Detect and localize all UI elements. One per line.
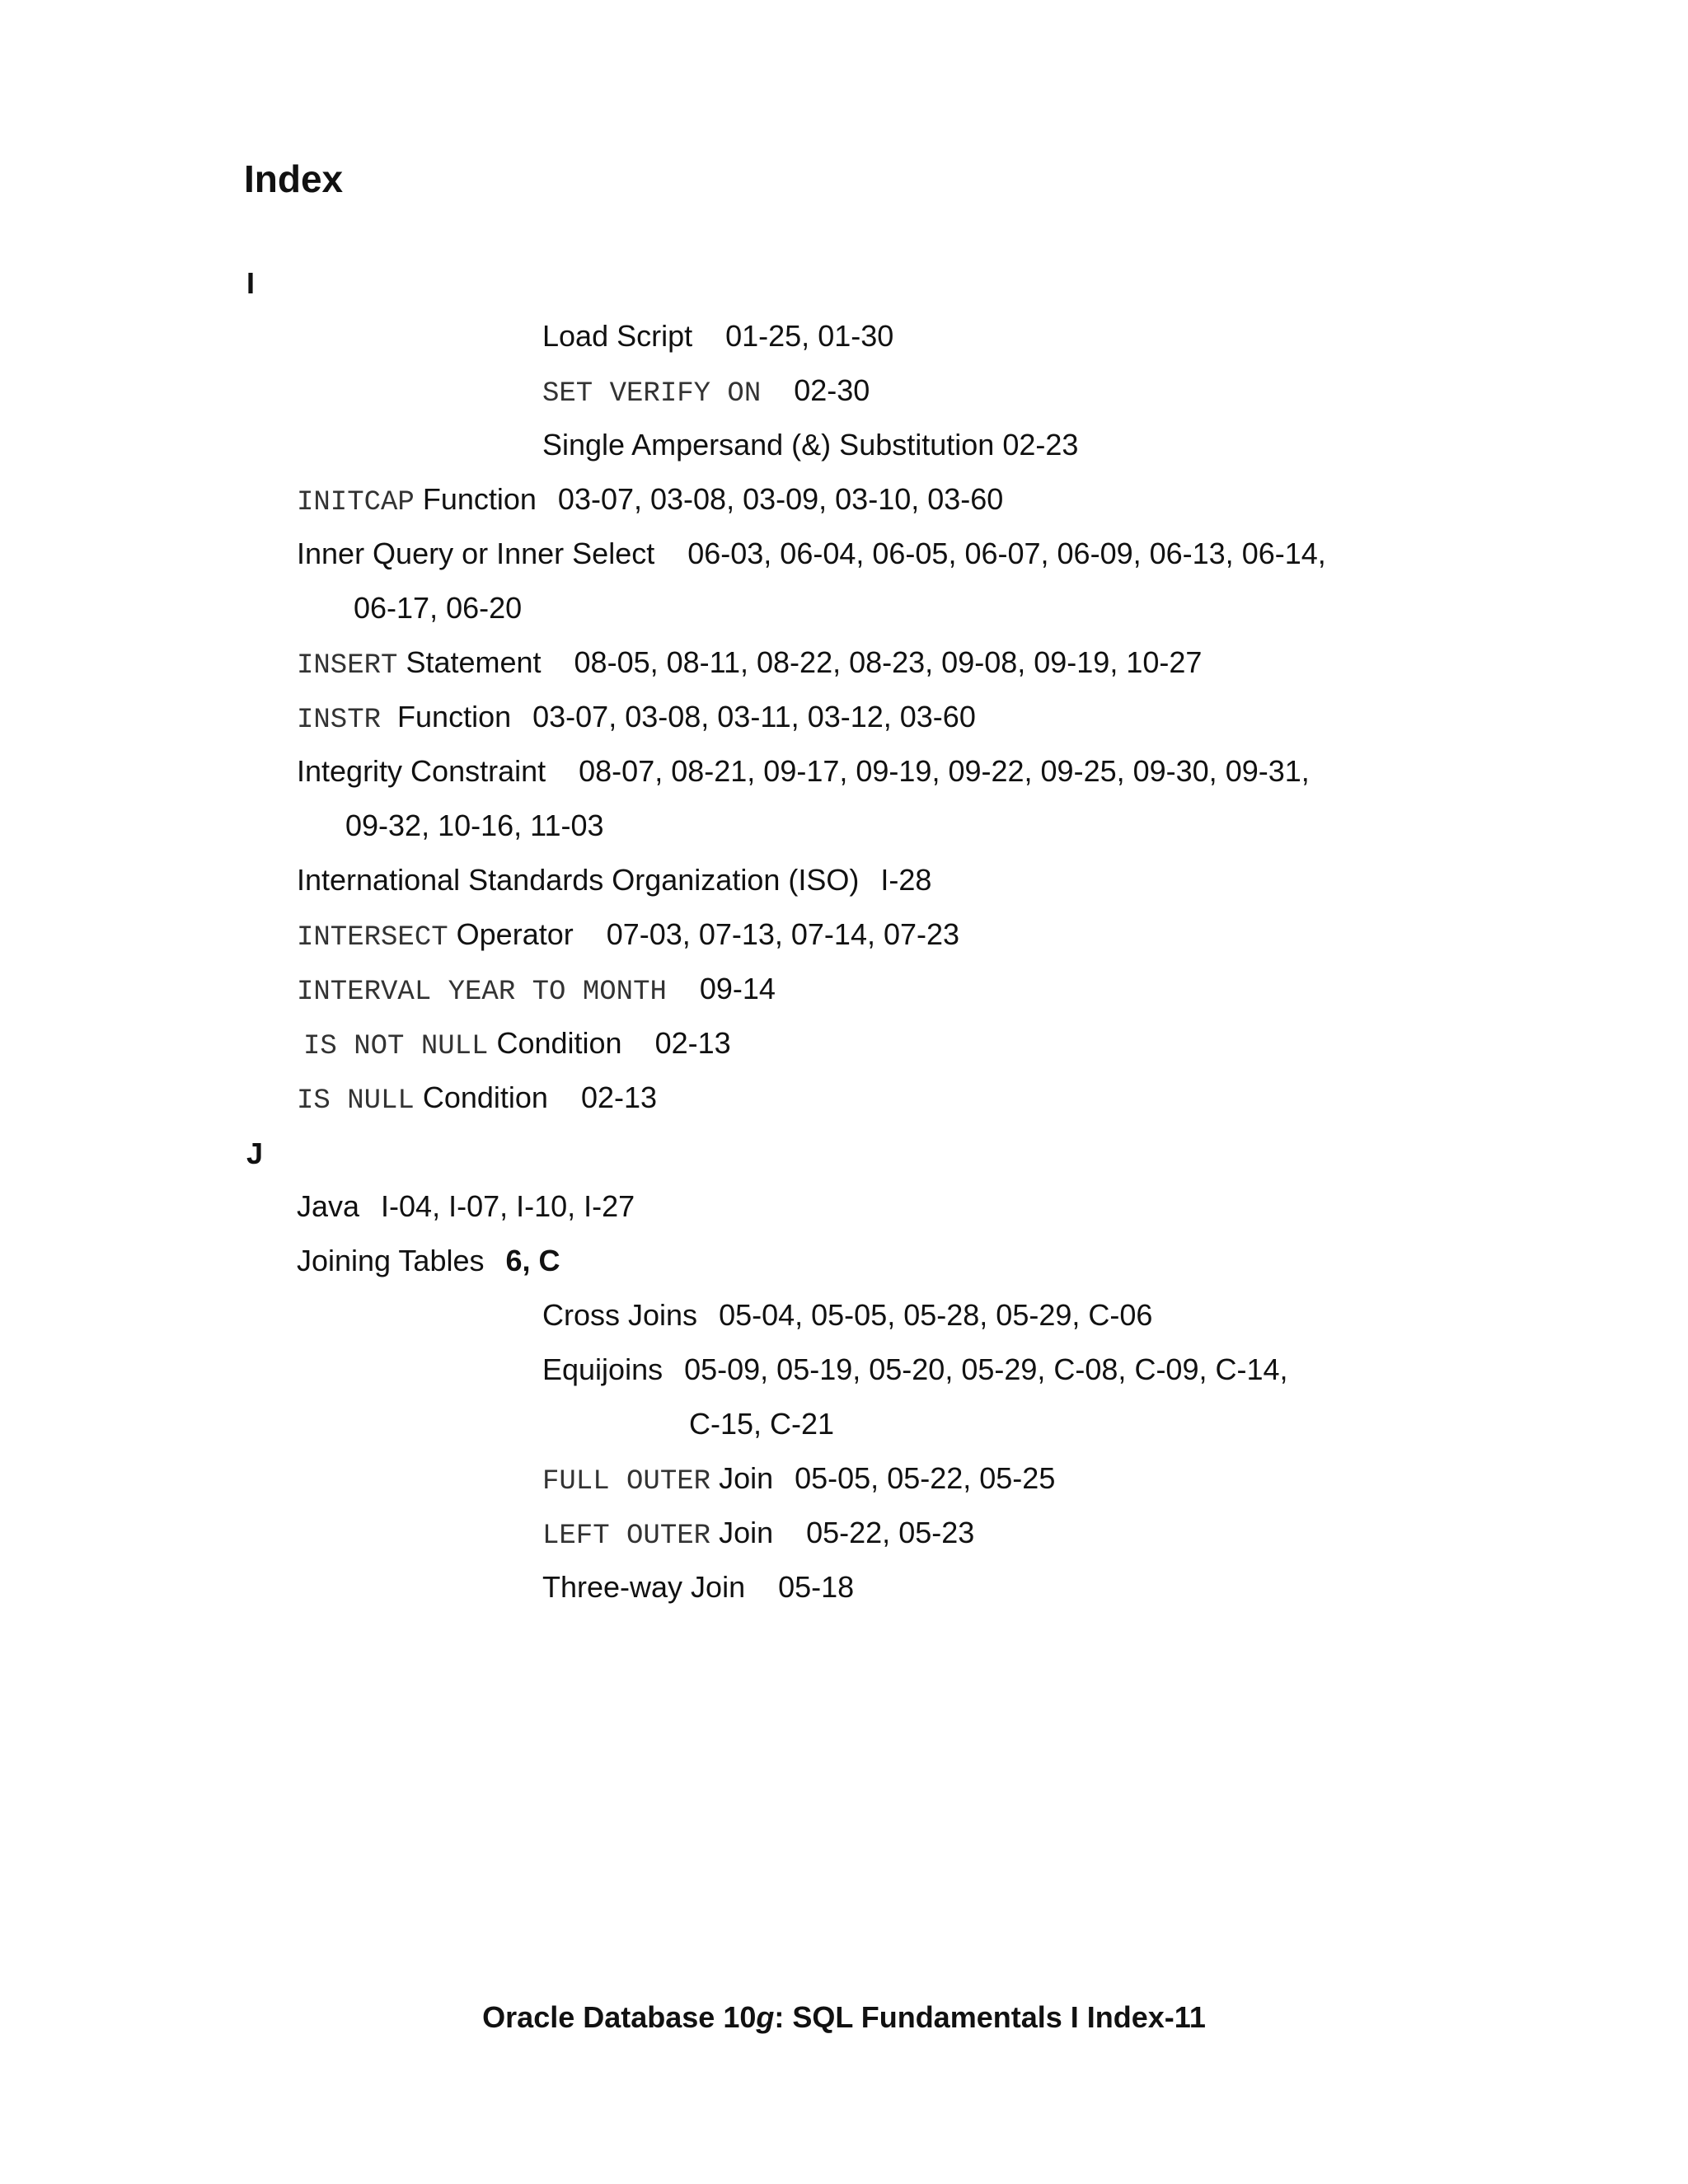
- index-entry-java: [297, 1189, 635, 1223]
- index-entry-insert: [297, 645, 1203, 682]
- index-entry-equijoins-continued: [689, 1409, 834, 1439]
- entry-code: IS NOT NULL: [303, 1031, 489, 1062]
- entry-term: Java: [297, 1189, 360, 1223]
- entry-pages: 08-05, 08-11, 08-22, 08-23, 09-08, 09-19, 10-27: [574, 645, 1203, 679]
- entry-pages: C-15, C-21: [689, 1407, 835, 1441]
- entry-code: INITCAP: [297, 487, 415, 518]
- entry-pages: I-04, I-07, I-10, I-27: [381, 1189, 635, 1223]
- index-entry-load-script: [542, 321, 893, 351]
- entry-code: SET VERIFY ON: [542, 378, 762, 410]
- entry-term: Joining Tables: [297, 1244, 485, 1277]
- footer-suffix: : SQL Fundamentals I Index-11: [774, 2000, 1206, 2034]
- index-entry-single-ampersand: [542, 430, 1078, 460]
- index-title: Index: [244, 157, 344, 200]
- index-entry-intersect: [297, 917, 960, 954]
- entry-pages: 6, C: [505, 1244, 560, 1277]
- entry-pages: I-28: [880, 863, 932, 897]
- index-entry-inner-query: [297, 539, 1326, 569]
- entry-pages: 06-17, 06-20: [354, 591, 523, 625]
- section-letter-j: J: [246, 1137, 264, 1170]
- index-entry-instr: [297, 702, 976, 734]
- index-entry-integrity-constraint: [297, 754, 1310, 788]
- index-entry-full-outer-join: [542, 1461, 1056, 1497]
- entry-term: Condition: [496, 1026, 622, 1060]
- entry-term: Join: [719, 1516, 774, 1549]
- entry-pages: 02-23: [1002, 428, 1079, 462]
- entry-pages: 08-07, 08-21, 09-17, 09-19, 09-22, 09-25, 09-30, 09-31,: [579, 754, 1310, 788]
- index-entry-left-outer-join: [542, 1518, 974, 1550]
- index-entry-joining-tables: [297, 1246, 560, 1276]
- index-entry-interval: [297, 974, 776, 1006]
- entry-pages: 03-07, 03-08, 03-09, 03-10, 03-60: [557, 482, 1004, 516]
- entry-pages: 09-14: [699, 972, 776, 1005]
- entry-term: Condition: [422, 1080, 548, 1114]
- entry-code: INSERT: [297, 650, 398, 682]
- entry-pages: 05-22, 05-23: [806, 1516, 975, 1549]
- entry-pages: 09-32, 10-16, 11-03: [345, 808, 604, 842]
- entry-term: Function: [397, 700, 512, 733]
- entry-term: International Standards Organization (ISO): [297, 863, 860, 897]
- index-entry-equijoins: [542, 1352, 1288, 1386]
- entry-pages: 05-04, 05-05, 05-28, 05-29, C-06: [719, 1298, 1153, 1332]
- entry-code: INSTR: [297, 705, 382, 736]
- index-entry-set-verify-on: [542, 373, 870, 410]
- entry-pages: 05-05, 05-22, 05-25: [795, 1461, 1056, 1495]
- page-footer: [0, 2000, 1688, 2034]
- index-entry-inner-query-continued: [354, 593, 522, 623]
- index-entry-cross-joins: [542, 1298, 1153, 1332]
- entry-pages: 05-18: [778, 1570, 855, 1604]
- entry-pages: 02-13: [580, 1080, 658, 1114]
- entry-code: INTERSECT: [297, 922, 448, 954]
- entry-term: Operator: [456, 917, 574, 951]
- entry-pages: 06-03, 06-04, 06-05, 06-07, 06-09, 06-13, 06-14,: [687, 537, 1326, 570]
- entry-term: Single Ampersand (&) Substitution: [542, 428, 995, 462]
- entry-pages: 05-09, 05-19, 05-20, 05-29, C-08, C-09, C-14,: [684, 1352, 1288, 1386]
- index-entry-is-null: [297, 1080, 658, 1117]
- entry-code: LEFT OUTER: [542, 1521, 711, 1552]
- entry-term: Integrity Constraint: [297, 754, 546, 788]
- entry-term: Inner Query or Inner Select: [297, 537, 655, 570]
- index-entry-iso: [297, 865, 931, 895]
- entry-term: Statement: [406, 645, 542, 679]
- index-entry-three-way-join: [542, 1572, 854, 1602]
- index-entry-is-not-null: [303, 1026, 731, 1062]
- entry-term: Function: [422, 482, 537, 516]
- section-letter-i: I: [246, 266, 256, 300]
- entry-term: Join: [719, 1461, 774, 1495]
- entry-pages: 03-07, 03-08, 03-11, 03-12, 03-60: [532, 700, 976, 733]
- entry-code: INTERVAL YEAR TO MONTH: [297, 977, 667, 1008]
- entry-term: Equijoins: [542, 1352, 663, 1386]
- entry-code: FULL OUTER: [542, 1466, 711, 1497]
- index-entry-integrity-constraint-continued: [345, 808, 604, 842]
- entry-pages: 01-25, 01-30: [725, 319, 894, 353]
- entry-pages: 02-13: [654, 1026, 731, 1060]
- footer-prefix: Oracle Database 10: [482, 2000, 757, 2034]
- index-entry-initcap: [297, 482, 1004, 518]
- entry-term: Load Script: [542, 319, 693, 353]
- entry-pages: 02-30: [794, 373, 870, 407]
- entry-code: IS NULL: [297, 1085, 415, 1117]
- entry-term: Cross Joins: [542, 1298, 698, 1332]
- footer-italic: g: [756, 2000, 775, 2034]
- entry-pages: 07-03, 07-13, 07-14, 07-23: [606, 917, 960, 951]
- entry-term: Three-way Join: [542, 1570, 746, 1604]
